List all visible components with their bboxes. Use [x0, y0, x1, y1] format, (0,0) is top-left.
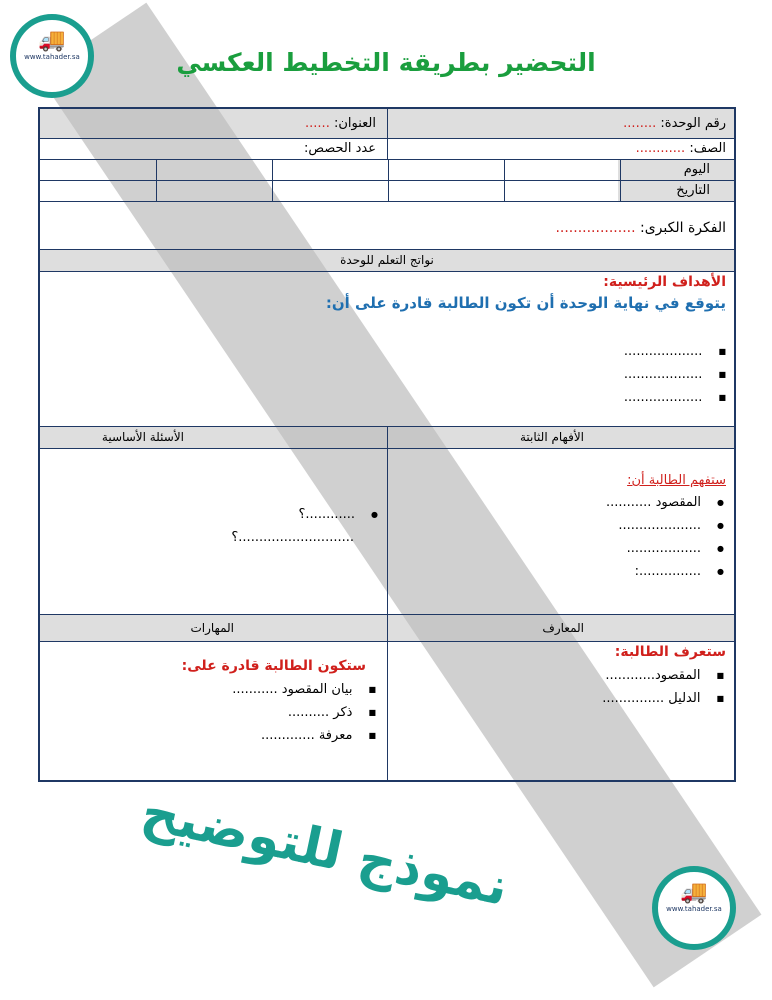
questions-list — [231, 507, 378, 553]
logo-url: www.tahader.sa — [24, 53, 80, 61]
row-unit — [40, 109, 734, 139]
grade-label: الصف: — [689, 141, 726, 156]
row-day — [40, 160, 734, 181]
list-item[interactable]: ■ الدليل ............... — [602, 691, 724, 706]
goals-intro: يتوقع في نهاية الوحدة أن تكون الطالبة قادرة على أن: — [325, 294, 726, 312]
grade-value[interactable]: ............ — [635, 141, 686, 156]
day-label: اليوم — [683, 162, 710, 177]
list-item[interactable]: ■ ذكر .......... — [232, 705, 376, 720]
goals-section — [40, 272, 734, 427]
plan-table — [38, 107, 736, 782]
list-item[interactable]: ● .................... — [606, 518, 724, 533]
list-item[interactable]: ■ المقصود............ — [602, 668, 724, 683]
periods-label: عدد الحصص: — [303, 141, 376, 156]
understandings-list — [606, 495, 724, 587]
truck-icon: 🚚 — [680, 880, 708, 905]
skills-header: المهارات — [190, 621, 234, 635]
list-item[interactable]: ● المقصود ........... — [606, 495, 724, 510]
goals-list — [624, 344, 726, 413]
list-item[interactable]: ............................؟ — [231, 530, 354, 545]
unit-value[interactable]: ........ — [623, 116, 657, 131]
list-item[interactable]: ■ معرفة ............. — [232, 728, 376, 743]
list-item[interactable]: ■ بيان المقصود ........... — [232, 682, 376, 697]
understandings-header-row — [40, 427, 734, 449]
truck-icon: 🚚 — [38, 28, 66, 53]
list-item[interactable]: ■ ................... — [624, 390, 726, 405]
topic-value[interactable]: ...... — [305, 116, 330, 131]
topic-label: العنوان: — [333, 116, 376, 131]
knowledge-title: ستعرف الطالبة: — [614, 644, 726, 660]
unit-label: رقم الوحدة: — [660, 116, 726, 131]
list-item[interactable]: ■ ................... — [624, 367, 726, 382]
knowledge-section — [40, 642, 734, 780]
logo-top — [10, 14, 94, 98]
list-item[interactable]: ● ...............: — [606, 564, 724, 579]
date-label: التاريخ — [676, 183, 710, 198]
list-item[interactable]: ● .................. — [606, 541, 724, 556]
logo-url: www.tahader.sa — [666, 905, 722, 913]
questions-header: الأسئلة الأساسية — [101, 430, 184, 444]
outcomes-header — [40, 250, 734, 272]
knowledge-list — [602, 668, 724, 714]
big-idea-value[interactable]: .................. — [555, 220, 636, 236]
outcomes-header-text: نواتج التعلم للوحدة — [340, 253, 434, 267]
page-title: التحضير بطريقة التخطيط العكسي — [176, 48, 596, 77]
list-item[interactable]: ■ ................... — [624, 344, 726, 359]
understandings-section — [40, 449, 734, 615]
list-item[interactable]: ● ............؟ — [231, 507, 378, 522]
understandings-title: ستفهم الطالبة أن: — [627, 473, 726, 488]
knowledge-header-row — [40, 615, 734, 642]
logo-bottom — [652, 866, 736, 950]
watermark-text: نموذج للتوضيح — [136, 781, 514, 919]
row-grade — [40, 139, 734, 160]
row-date — [40, 181, 734, 202]
big-idea-label: الفكرة الكبرى: — [640, 220, 726, 236]
skills-title: ستكون الطالبة قادرة على: — [181, 658, 366, 674]
goals-title: الأهداف الرئيسية: — [603, 274, 726, 290]
understandings-header: الأفهام الثابتة — [519, 430, 584, 444]
knowledge-header: المعارف — [542, 621, 584, 635]
skills-list — [232, 682, 376, 751]
row-big-idea — [40, 202, 734, 250]
